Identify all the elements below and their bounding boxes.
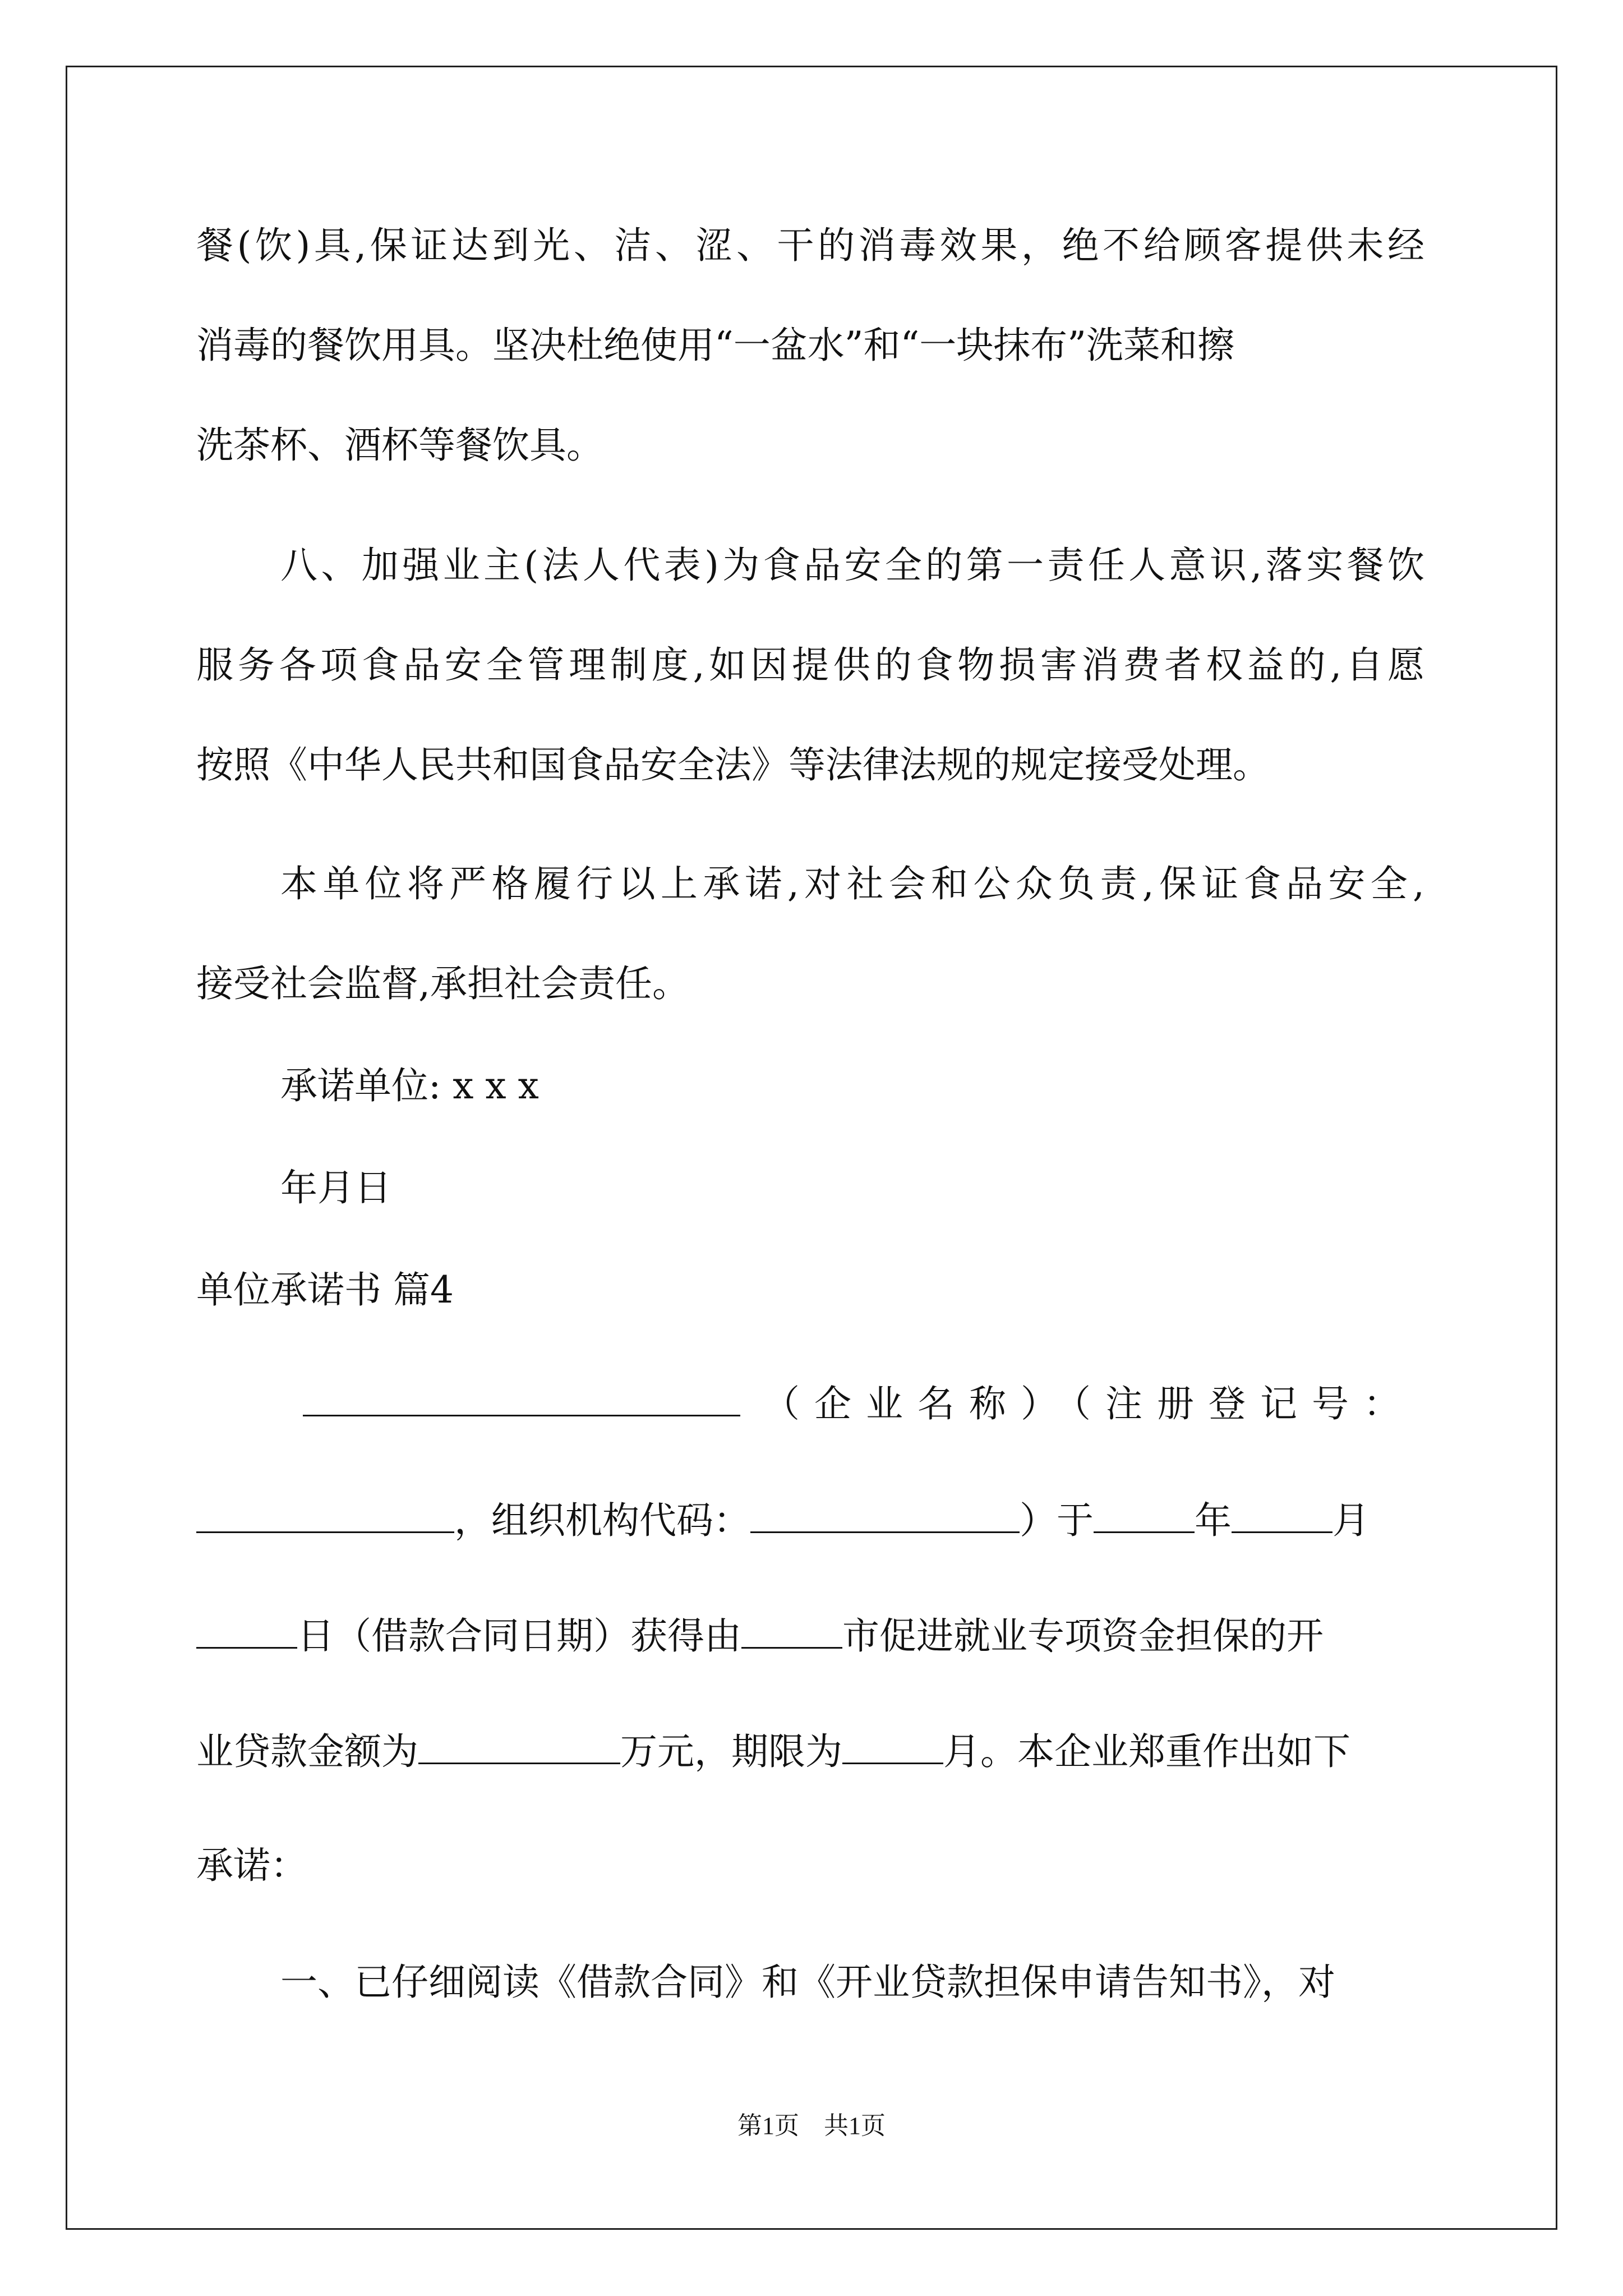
form-line-4 xyxy=(196,1723,1424,1779)
page-footer: 第1页 共1页 xyxy=(737,2112,886,2139)
form-line-1-text: （企业名称）（注册登记号： xyxy=(763,1382,1415,1425)
text-line-8: 接受社会监督,承担社会责任。 xyxy=(196,962,689,1005)
city-blank xyxy=(741,1608,842,1649)
form-line-4-text-c: 月。本企业郑重作出如下 xyxy=(943,1730,1350,1773)
form-line-5: 承诺： xyxy=(196,1844,307,1887)
form-line-2-text-d: 月 xyxy=(1332,1499,1370,1542)
text-line-6: 按照《中华人民共和国食品安全法》等法律法规的规定接受处理。 xyxy=(196,743,1270,786)
loan-term-blank xyxy=(842,1723,943,1764)
registration-number-blank xyxy=(196,1492,454,1533)
form-line-1 xyxy=(196,1375,1424,1431)
form-line-4-text-a: 业贷款金额为 xyxy=(196,1730,418,1773)
text-line-2: 消毒的餐饮用具。坚决杜绝使用“一盆水”和“一块抹布”洗菜和擦 xyxy=(196,324,1234,367)
form-line-4-text-b: 万元，期限为 xyxy=(620,1730,842,1773)
form-line-6: 一、已仔细阅读《借款合同》和《开业贷款担保申请告知书》，对 xyxy=(280,1961,1335,2004)
month-blank xyxy=(1232,1492,1332,1533)
text-line-3: 洗茶杯、酒杯等餐饮具。 xyxy=(196,424,603,467)
loan-amount-blank xyxy=(418,1723,620,1764)
form-line-3-text-b: 市促进就业专项资金担保的开 xyxy=(842,1614,1324,1658)
text-line-1: 餐(饮)具,保证达到光、洁、涩、干的消毒效果，绝不给顾客提供未经 xyxy=(196,224,1424,267)
text-line-4: 八、加强业主(法人代表)为食品安全的第一责任人意识,落实餐饮 xyxy=(280,544,1424,587)
form-line-2-text-b: ）于 xyxy=(1020,1499,1094,1542)
text-line-7: 本单位将严格履行以上承诺,对社会和公众负责,保证食品安全, xyxy=(280,862,1424,905)
text-line-5: 服务各项食品安全管理制度,如因提供的食物损害消费者权益的,自愿 xyxy=(196,643,1424,687)
day-blank xyxy=(196,1608,297,1649)
org-code-blank xyxy=(750,1492,1020,1533)
section-heading: 单位承诺书 篇4 xyxy=(196,1268,454,1312)
year-blank xyxy=(1094,1492,1195,1533)
form-line-2-text-c: 年 xyxy=(1195,1499,1232,1542)
form-line-3 xyxy=(196,1608,1424,1663)
form-line-3-text-a: 日（借款合同日期）获得由 xyxy=(297,1614,741,1658)
form-line-2-text-a: ，组织机构代码： xyxy=(454,1499,750,1542)
text-line-10: 年月日 xyxy=(280,1166,391,1209)
page-border xyxy=(66,66,1557,2230)
form-line-2 xyxy=(196,1492,1424,1548)
text-line-9: 承诺单位: x x x xyxy=(280,1064,539,1107)
company-name-blank xyxy=(303,1375,740,1416)
